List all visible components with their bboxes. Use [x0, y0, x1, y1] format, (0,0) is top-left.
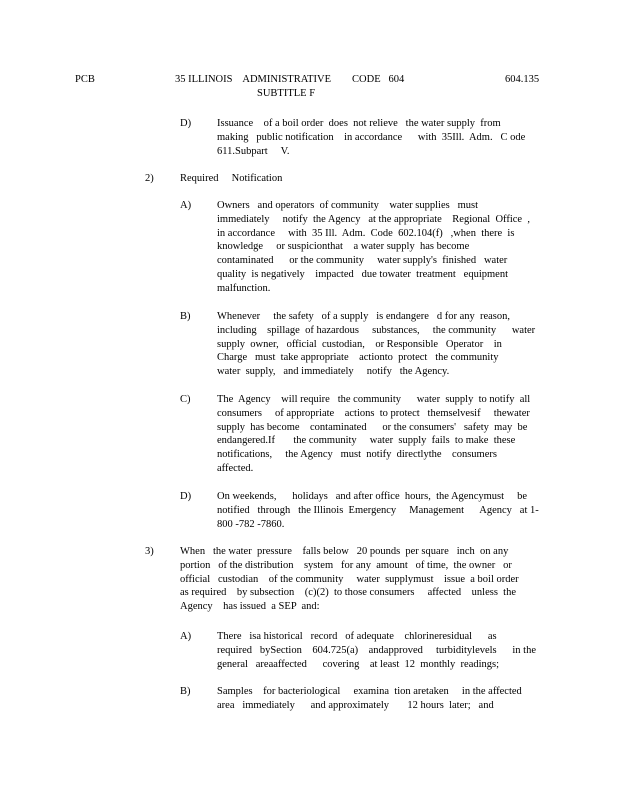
item-text — [217, 310, 535, 379]
text-line: Agency has issued a SEP and: — [180, 601, 320, 613]
text-line: contaminated or the community water supply's finished water — [217, 255, 508, 267]
item-text — [217, 199, 530, 296]
text-line: There isa historical record of adequate chlorineresidual as — [217, 631, 497, 642]
item-text — [217, 630, 536, 671]
text-line: water supply, and immediately notify the Agency. — [217, 366, 450, 378]
text-line: Issuance of a boil order does not relieve the water supply from — [217, 118, 501, 129]
text-line: portion of the distribution system for any amount of time, the owner or — [180, 559, 512, 571]
text-line: required bySection 604.725(a) andapproved turbiditylevels in the — [217, 644, 537, 656]
item-text — [180, 172, 282, 186]
text-line: notifications, the Agency must notify directlythe consumers — [217, 449, 497, 461]
text-line: general areaaffected covering at least 12 monthly readings; — [217, 658, 500, 670]
header-right: 604.135 — [505, 74, 540, 85]
item-label: B) — [180, 686, 191, 697]
text-line: official custodian of the community water supplymust issue a boil order — [180, 573, 519, 585]
item-label: D) — [180, 118, 192, 129]
item-label: 3) — [145, 546, 154, 557]
item-label: D) — [180, 491, 192, 502]
text-line: Whenever the safety of a supply is endangere d for any reason, — [217, 311, 511, 322]
text-line: supply has become contaminated or the consumers' safety may be — [217, 421, 528, 433]
text-line: including spillage of hazardous substances, the community water — [217, 324, 536, 336]
item-label: B) — [180, 311, 191, 322]
item-label: 2) — [145, 173, 154, 184]
text-line: Charge must take appropriate actionto protect the community — [217, 352, 499, 364]
text-line: On weekends, holidays and after office hours, the Agencymust be — [217, 491, 528, 502]
text-line: When the water pressure falls below 20 pounds per square inch on any — [180, 546, 509, 557]
text-line: affected. — [217, 462, 254, 474]
text-line: 800 -782 -7860. — [217, 518, 285, 530]
item-text — [217, 490, 539, 531]
item-text — [217, 117, 525, 158]
text-line: consumers of appropriate actions to protect themselvesif thewater — [217, 407, 530, 419]
text-line: 611.Subpart V. — [217, 145, 290, 157]
item-text — [217, 393, 530, 476]
header-left: PCB — [75, 74, 95, 85]
header-title: 35 ILLINOIS ADMINISTRATIVE CODE 604 — [175, 74, 405, 85]
text-line: notified through the Illinois Emergency Management Agency at 1- — [217, 504, 539, 516]
text-line: immediately notify the Agency at the appropriate Regional Office , — [217, 213, 530, 225]
text-line: knowledge or suspicionthat a water supply has become — [217, 241, 470, 253]
text-line: The Agency will require the community water supply to notify all — [217, 394, 531, 405]
section-heading: Required Notification — [180, 173, 283, 184]
item-label: C) — [180, 394, 191, 405]
text-line: as required by subsection (c)(2) to those consumers affected unless the — [180, 587, 517, 599]
header-subtitle: SUBTITLE F — [257, 87, 316, 99]
text-line: making public notification in accordance with 35Ill. Adm. C ode — [217, 131, 526, 143]
item-label: A) — [180, 631, 192, 642]
text-line: quality is negatively impacted due towater treatment equipment — [217, 268, 508, 280]
item-label: A) — [180, 200, 192, 211]
text-line: Owners and operators of community water supplies must — [217, 200, 478, 211]
text-line: endangered.If the community water supply fails to make these — [217, 435, 516, 447]
item-text — [217, 685, 522, 713]
header-center — [175, 73, 415, 101]
text-line: Samples for bacteriological examina tion aretaken in the affected — [217, 686, 522, 697]
text-line: malfunction. — [217, 282, 271, 294]
text-line: area immediately and approximately 12 hours later; and — [217, 699, 494, 711]
text-line: in accordance with 35 Ill. Adm. Code 602.104(f) ,when there is — [217, 227, 515, 239]
item-text — [180, 545, 519, 614]
text-line: supply owner, official custodian, or Responsible Operator in — [217, 338, 502, 350]
